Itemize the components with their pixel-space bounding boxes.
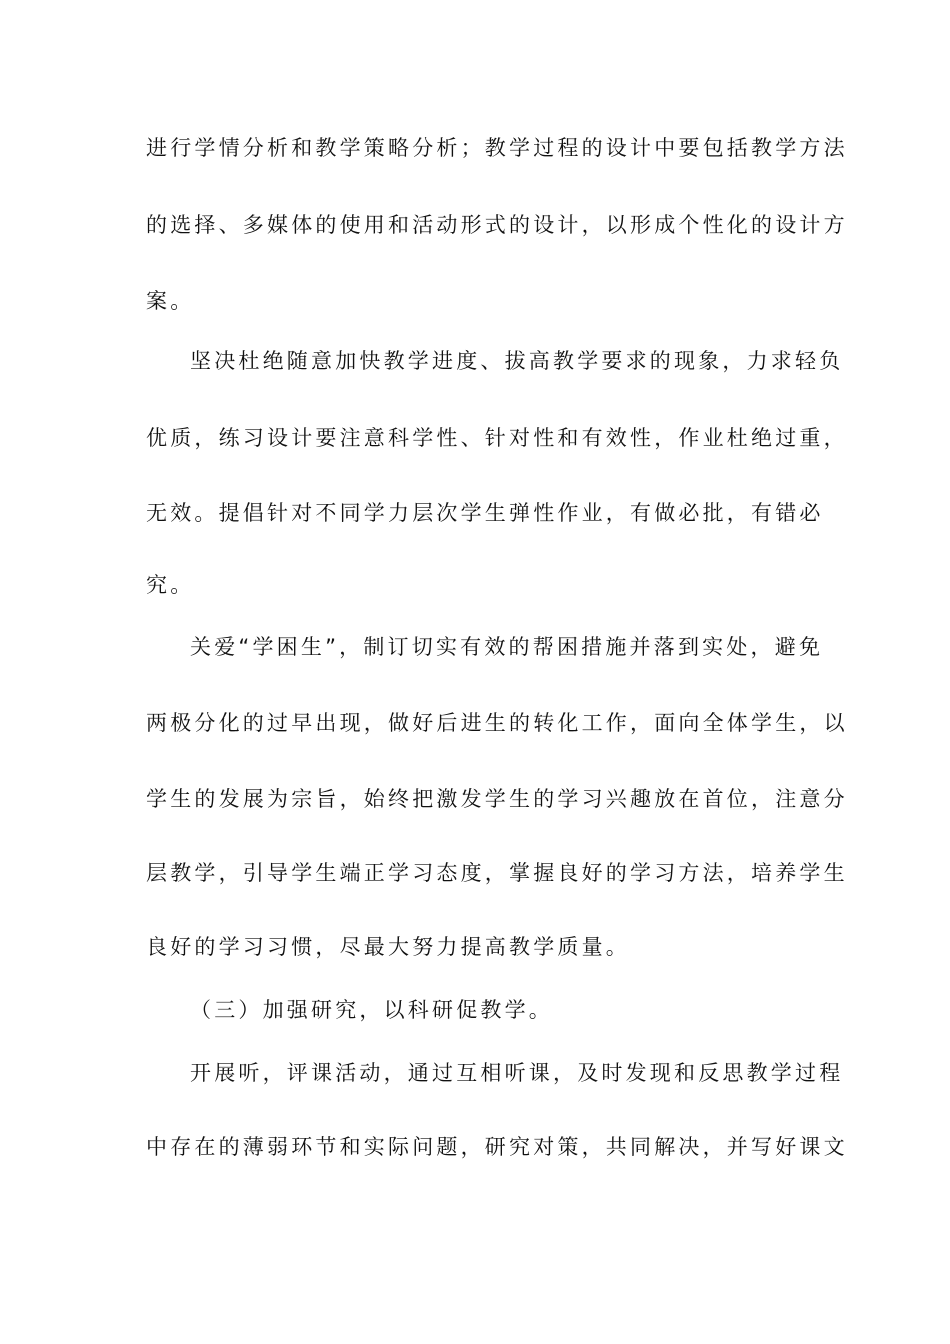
section-heading: （三）加强研究，以科研促教学。	[190, 998, 553, 1022]
paragraph-first-line: 开展听，评课活动，通过互相听课，及时发现和反思教学过程	[190, 1061, 844, 1085]
text-line: 进行学情分析和教学策略分析；教学过程的设计中要包括教学方法	[146, 136, 848, 160]
text-line: 究。	[146, 573, 195, 597]
paragraph-first-line: 关爱“学困生”，制订切实有效的帮困措施并落到实处，避免	[190, 635, 824, 659]
text-line: 优质，练习设计要注意科学性、针对性和有效性，作业杜绝过重，	[146, 426, 848, 450]
text-line: 层教学，引导学生端正学习态度，掌握良好的学习方法，培养学生	[146, 861, 848, 885]
paragraph-first-line: 坚决杜绝随意加快教学进度、拔高教学要求的现象，力求轻负	[190, 349, 844, 373]
text-line: 的选择、多媒体的使用和活动形式的设计，以形成个性化的设计方	[146, 213, 848, 237]
text-line: 案。	[146, 289, 195, 313]
text-line: 学生的发展为宗旨，始终把激发学生的学习兴趣放在首位，注意分	[146, 787, 848, 811]
text-line: 无效。提倡针对不同学力层次学生弹性作业，有做必批，有错必	[146, 501, 824, 525]
text-line: 两极分化的过早出现，做好后进生的转化工作，面向全体学生，以	[146, 711, 848, 735]
text-line: 良好的学习习惯，尽最大努力提高教学质量。	[146, 935, 630, 959]
text-line: 中存在的薄弱环节和实际问题，研究对策，共同解决，并写好课文	[146, 1135, 848, 1159]
